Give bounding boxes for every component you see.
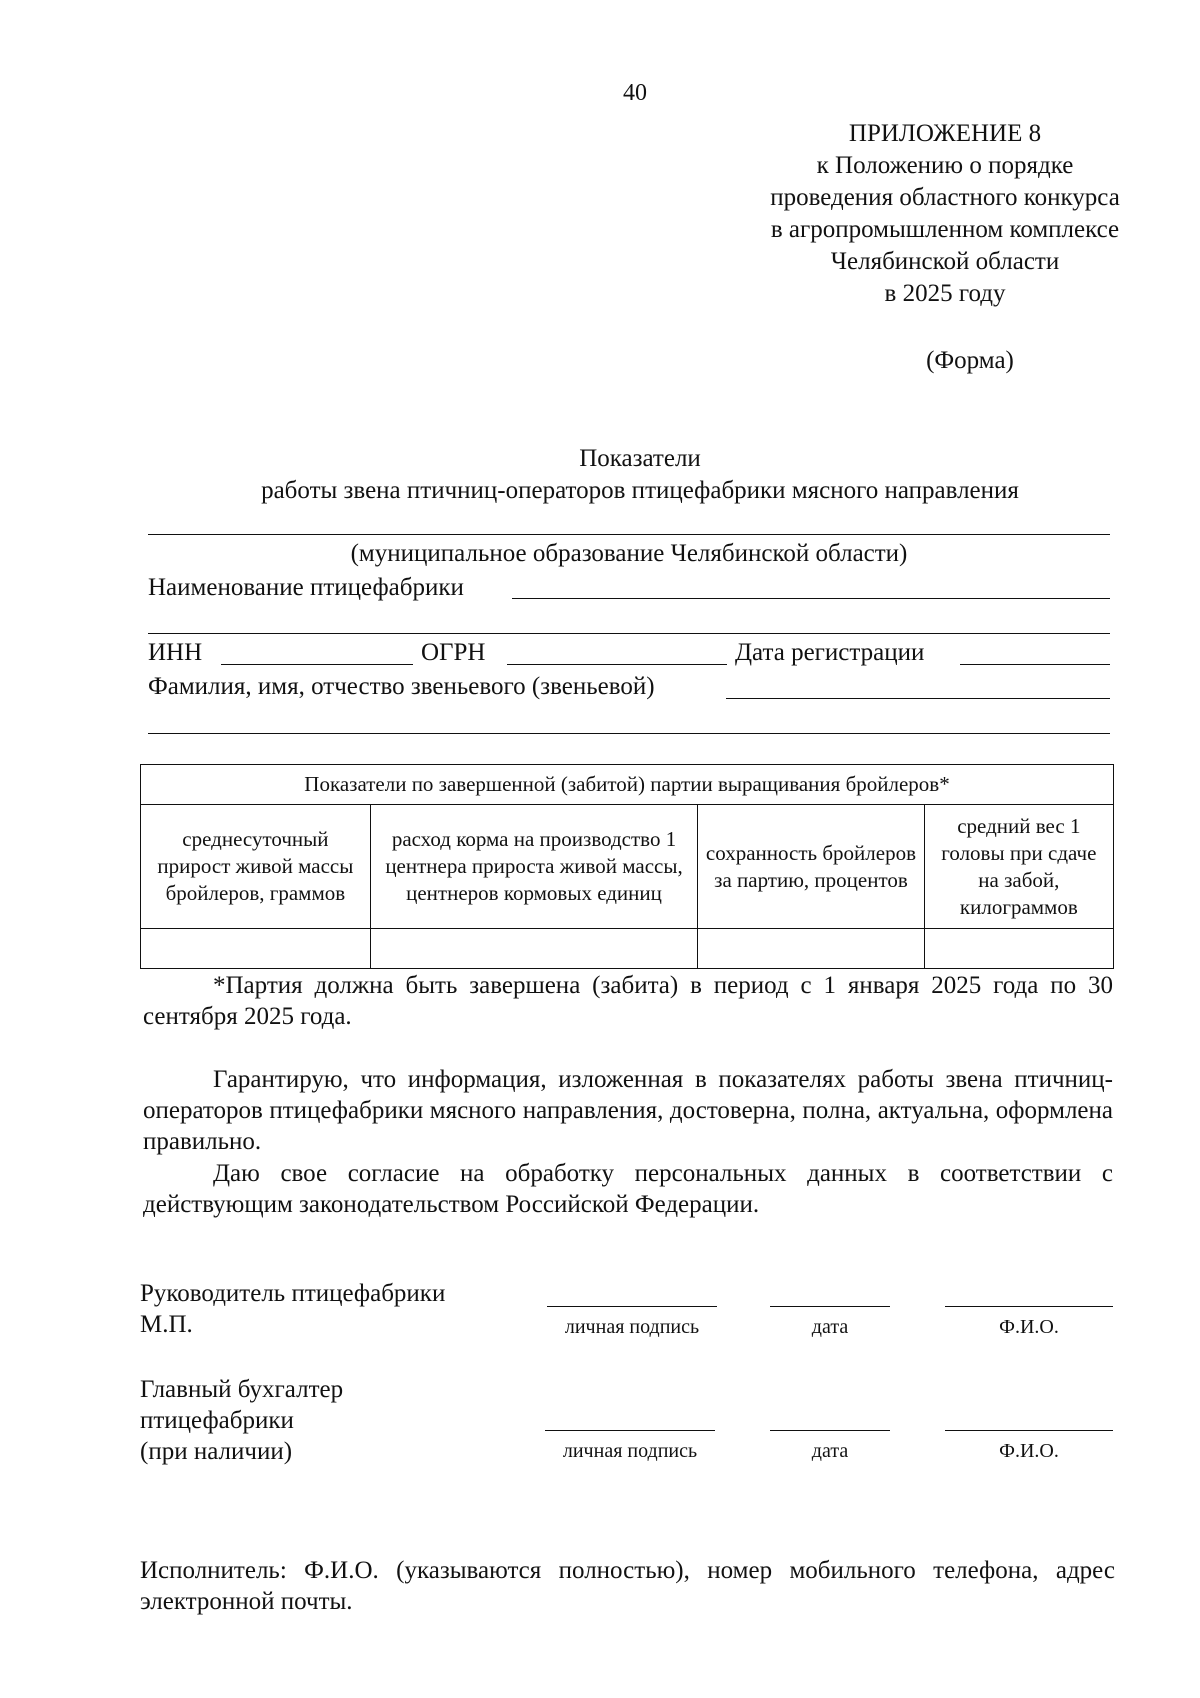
column-average-weight: средний вес 1 головы при сдаче на забой, килограммов — [924, 805, 1113, 929]
accountant-signature-caption: личная подпись — [562, 1440, 698, 1462]
farm-name-field[interactable] — [512, 598, 1110, 599]
column-daily-gain: среднесуточный прирост живой массы бройлеров, граммов — [141, 805, 371, 929]
accountant-signature-line[interactable] — [545, 1430, 715, 1431]
appendix-line: в 2025 году — [884, 280, 1006, 307]
table-row — [141, 929, 1114, 969]
footnote: *Партия должна быть завершена (забита) в период с 1 января 2025 года по 30 сентября 2025 года. — [143, 972, 1113, 1030]
accountant-date-caption: дата — [811, 1440, 849, 1462]
inn-label: ИНН — [148, 639, 203, 666]
table-header-row — [141, 765, 1114, 805]
farm-name-field-continued[interactable] — [148, 633, 1110, 634]
head-date-line[interactable] — [770, 1306, 890, 1307]
cell-feed-consumption[interactable] — [370, 929, 697, 969]
ogrn-label: ОГРН — [421, 639, 486, 666]
head-name-line[interactable] — [945, 1306, 1113, 1307]
guarantee-text: Гарантирую, что информация, изложенная в показателях работы звена птичниц-операторов птицефабрики мясного направления, достоверна, полна, актуальна, оформлена правильно. — [143, 1066, 1113, 1155]
head-signature-line[interactable] — [547, 1306, 717, 1307]
appendix-line: проведения областного конкурса — [770, 184, 1120, 211]
head-signature-caption: личная подпись — [564, 1316, 700, 1338]
document-title — [140, 443, 1140, 507]
municipality-field[interactable] — [148, 534, 1110, 535]
accountant-label-line-2: птицефабрики — [140, 1407, 294, 1434]
team-leader-field[interactable] — [726, 698, 1110, 699]
accountant-date-line[interactable] — [770, 1430, 890, 1431]
registration-date-label: Дата регистрации — [735, 639, 925, 666]
table-columns-row — [141, 805, 1114, 929]
title-line-1: Показатели — [579, 445, 701, 472]
cell-daily-gain[interactable] — [141, 929, 371, 969]
inn-field[interactable] — [221, 664, 413, 665]
appendix-line: Челябинской области — [830, 248, 1060, 275]
table-header: Показатели по завершенной (забитой) партии выращивания бройлеров* — [141, 765, 1114, 805]
team-leader-label: Фамилия, имя, отчество звеньевого (звеньевой) — [148, 673, 655, 700]
accountant-name-caption: Ф.И.О. — [999, 1440, 1059, 1462]
appendix-block — [705, 118, 1185, 310]
municipality-caption: (муниципальное образование Челябинской области) — [350, 540, 908, 567]
team-leader-field-continued[interactable] — [148, 733, 1110, 734]
head-name-caption: Ф.И.О. — [999, 1316, 1059, 1338]
farm-name-label: Наименование птицефабрики — [148, 574, 464, 601]
form-label: (Форма) — [926, 347, 1014, 374]
stamp-label: М.П. — [140, 1311, 193, 1338]
column-survival-rate: сохранность бройлеров за партию, процентов — [698, 805, 924, 929]
indicators-table — [140, 764, 1114, 969]
consent-text: Даю свое согласие на обработку персональных данных в соответствии с действующим законодательством Российской Федерации. — [143, 1160, 1113, 1218]
appendix-line: в агропромышленном комплексе — [770, 216, 1120, 243]
head-label: Руководитель птицефабрики — [140, 1280, 446, 1307]
accountant-label-line-1: Главный бухгалтер — [140, 1376, 344, 1403]
title-line-2: работы звена птичниц-операторов птицефабрики мясного направления — [261, 477, 1019, 504]
column-feed-consumption: расход корма на производство 1 центнера прироста живой массы, центнеров кормовых единиц — [370, 805, 697, 929]
registration-date-field[interactable] — [960, 664, 1110, 665]
executor-text: Исполнитель: Ф.И.О. (указываются полностью), номер мобильного телефона, адрес электронной почты. — [140, 1557, 1115, 1615]
cell-average-weight[interactable] — [924, 929, 1113, 969]
page-number: 40 — [623, 80, 647, 106]
ogrn-field[interactable] — [507, 664, 727, 665]
appendix-title: ПРИЛОЖЕНИЕ 8 — [848, 120, 1042, 147]
accountant-name-line[interactable] — [945, 1430, 1113, 1431]
cell-survival-rate[interactable] — [698, 929, 924, 969]
head-date-caption: дата — [811, 1316, 849, 1338]
accountant-label-line-3: (при наличии) — [140, 1438, 293, 1465]
appendix-line: к Положению о порядке — [816, 152, 1074, 179]
